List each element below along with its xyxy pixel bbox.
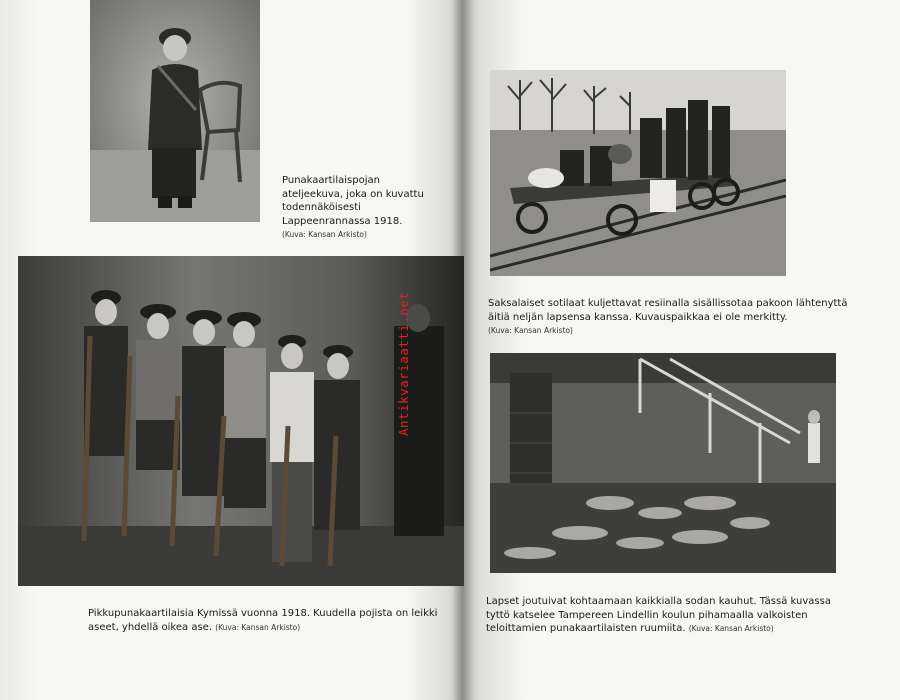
train-caption-credit: (Kuva: Kansan Arkisto) <box>488 326 573 335</box>
schoolyard-caption-credit: (Kuva: Kansan Arkisto) <box>688 624 774 633</box>
portrait-caption-text: Punakaartilaispojan ateljeekuva, joka on kuvattu todennäköisesti Lappeenrannassa 1918. <box>282 175 424 227</box>
schoolyard-caption-text: Lapset joutuivat kohtaamaan kaikkialla sodan kauhut. Tässä kuvassa tyttö katselee Tampereen Lindellin koulun pihamaalla valkoisten teloittamien punakaartilaisten ruumiita. <box>486 596 831 634</box>
portrait-caption <box>282 174 442 242</box>
portrait-photo <box>90 0 260 222</box>
railway-trolley-photo <box>490 70 786 276</box>
schoolyard-caption <box>486 595 846 636</box>
schoolyard-photo <box>490 353 836 573</box>
portrait-caption-credit: (Kuva: Kansan Arkisto) <box>282 230 367 239</box>
train-caption <box>488 297 848 338</box>
group-caption-text: Pikkupunakaartilaisia Kymissä vuonna 1918. Kuudella pojista on leikki aseet, yhdellä oikea ase. <box>88 608 438 633</box>
train-caption-text: Saksalaiset sotilaat kuljettavat resiinalla sisällissotaa pakoon lähtenyttä äitiä neljän lapsensa kanssa. Kuvauspaikkaa ei ole merkitty. <box>488 298 848 323</box>
group-caption <box>88 607 438 634</box>
watermark-text: Antikvariaatti.net <box>396 291 411 436</box>
group-caption-credit: (Kuva: Kansan Arkisto) <box>215 622 301 632</box>
